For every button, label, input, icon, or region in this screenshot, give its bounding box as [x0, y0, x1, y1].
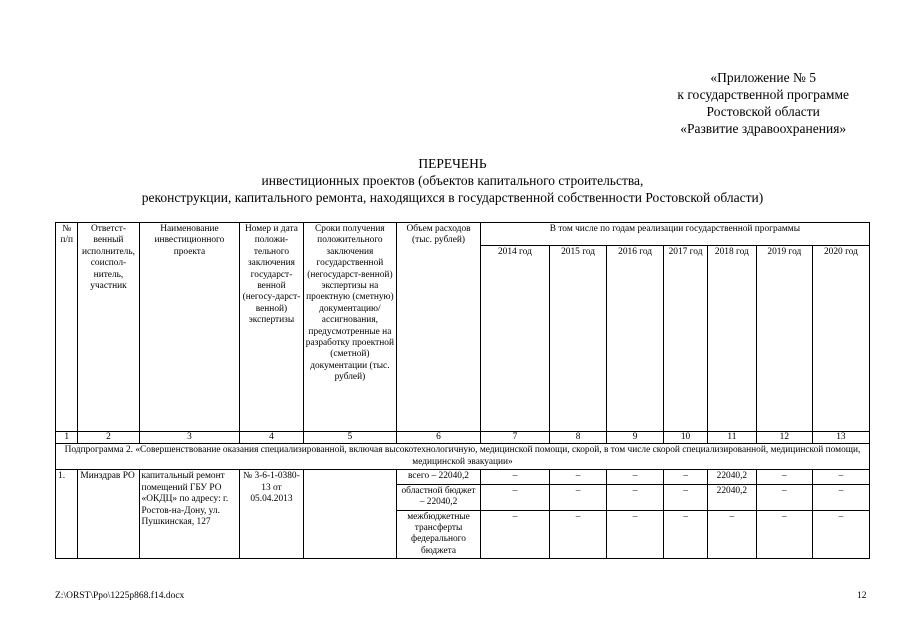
year-value: – — [756, 484, 812, 510]
col-number: 13 — [812, 432, 869, 444]
year-value: – — [812, 470, 869, 484]
year-value: – — [550, 470, 607, 484]
year-value: – — [812, 484, 869, 510]
header-num: № п/п — [56, 223, 78, 432]
header-year: 2020 год — [812, 246, 869, 432]
year-value: – — [480, 484, 549, 510]
header-year: 2017 год — [664, 246, 708, 432]
year-value: – — [756, 470, 812, 484]
header-year: 2018 год — [707, 246, 756, 432]
year-value: 22040,2 — [707, 484, 756, 510]
footer-page-number: 12 — [857, 591, 867, 601]
year-value: – — [607, 510, 664, 559]
header-executor: Ответст-венный исполнитель, соиспол-нитель, участник — [78, 223, 139, 432]
volume-federal: межбюджетные трансферты федерального бюджета — [397, 510, 481, 559]
appendix-line-3: Ростовской области — [706, 104, 820, 119]
volume-regional: областной бюджет – 22040,2 — [397, 484, 481, 510]
footer-file-path: Z:\ORST\Ppo\1225p868.f14.docx — [55, 591, 185, 601]
appendix-line-4: «Развитие здравоохранения» — [680, 121, 847, 136]
col-number: 12 — [756, 432, 812, 444]
col-number: 11 — [707, 432, 756, 444]
appendix-line-1: «Приложение № 5 — [710, 70, 816, 85]
year-value: – — [550, 484, 607, 510]
header-volume: Объем расходов (тыс. рублей) — [397, 223, 481, 432]
row-executor: Минздрав РО — [78, 470, 139, 559]
row-num: 1. — [56, 470, 78, 559]
col-number: 9 — [607, 432, 664, 444]
col-number: 3 — [139, 432, 240, 444]
row-project: капитальный ремонт помещений ГБУ РО «ОКДЦ» по адресу: г. Ростов-на-Дону, ул. Пушкинская, 127 — [139, 470, 240, 559]
header-year: 2016 год — [607, 246, 664, 432]
year-value: – — [812, 510, 869, 559]
appendix-line-2: к государственной программе — [677, 87, 849, 102]
header-year: 2019 год — [756, 246, 812, 432]
col-number: 6 — [397, 432, 481, 444]
investment-projects-table — [55, 222, 870, 559]
header-year: 2015 год — [550, 246, 607, 432]
col-number: 1 — [56, 432, 78, 444]
year-value: – — [664, 470, 708, 484]
year-value: – — [607, 470, 664, 484]
year-value: – — [480, 470, 549, 484]
year-value: – — [756, 510, 812, 559]
header-year: 2014 год — [480, 246, 549, 432]
col-number: 7 — [480, 432, 549, 444]
title-main: ПЕРЕЧЕНЬ — [418, 156, 487, 171]
year-value: – — [607, 484, 664, 510]
appendix-heading — [677, 69, 849, 137]
row-number-date: № 3-6-1-0380-13 от 05.04.2013 — [240, 470, 303, 559]
subprogram-title: Подпрограмма 2. «Совершенствование оказания специализированной, включая высокотехнологичную, медицинской помощи, скорой, в том числе скорой специализированной, медицинской помощи, медицинской эвакуации» — [56, 444, 870, 470]
year-value: – — [480, 510, 549, 559]
year-value: – — [664, 510, 708, 559]
year-value: – — [707, 510, 756, 559]
col-number: 5 — [303, 432, 397, 444]
year-value: 22040,2 — [707, 470, 756, 484]
col-number: 10 — [664, 432, 708, 444]
header-project: Наименование инвестиционного проекта — [139, 223, 240, 432]
header-number-date: Номер и дата положи-тельного заключения государст-венной (негосу-дарст-венной) экспертизы — [240, 223, 303, 432]
header-years-group: В том числе по годам реализации государственной программы — [480, 223, 869, 246]
col-number: 4 — [240, 432, 303, 444]
document-title — [0, 155, 905, 206]
title-line-2: реконструкции, капитального ремонта, находящихся в государственной собственности Ростовской области) — [141, 190, 764, 205]
col-number: 2 — [78, 432, 139, 444]
header-terms: Сроки получения положительного заключения государственной (негосударст-венной) экспертизы на проектную (сметную) документацию/ ассигнования, предусмотренные на разработку проектной (сметной) документации (тыс. рублей) — [303, 223, 397, 432]
col-number: 8 — [550, 432, 607, 444]
year-value: – — [664, 484, 708, 510]
year-value: – — [550, 510, 607, 559]
row-terms — [303, 470, 397, 559]
volume-total: всего – 22040,2 — [397, 470, 481, 484]
title-line-1: инвестиционных проектов (объектов капитального строительства, — [261, 173, 644, 188]
